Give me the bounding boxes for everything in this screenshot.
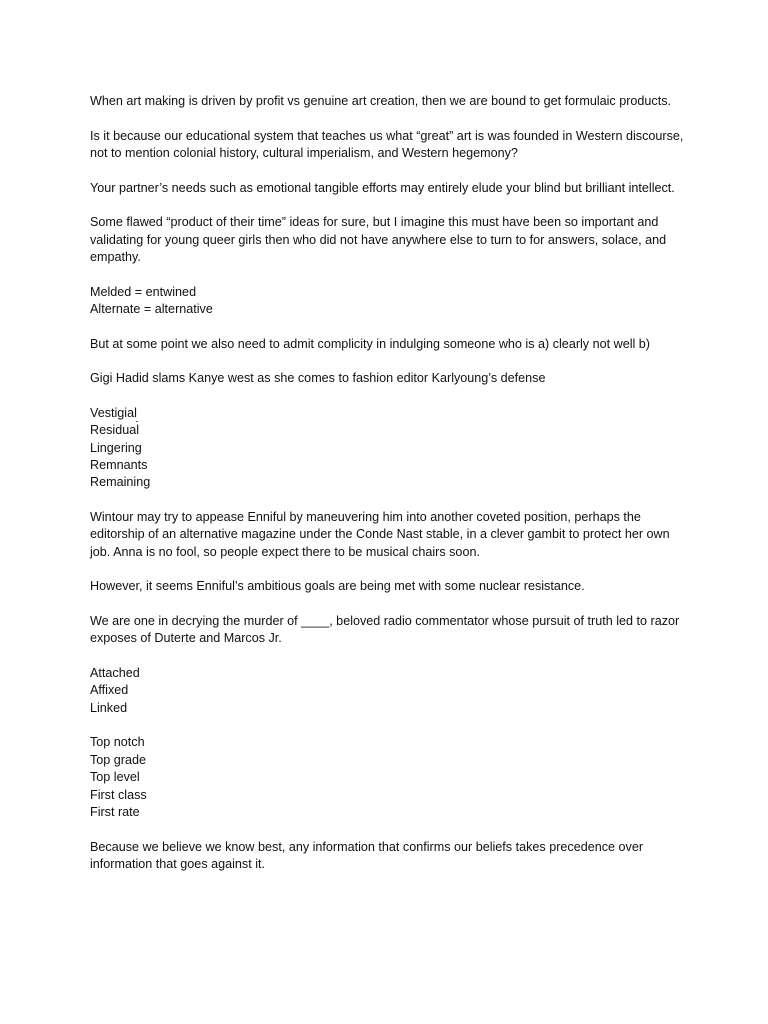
synonym-item: Lingering: [90, 440, 142, 455]
synonym-item: Top notch: [90, 735, 145, 750]
synonym-item: Attached: [90, 666, 140, 680]
synonym-item: Linked: [90, 700, 128, 715]
synonym-item: Residual: [90, 423, 140, 438]
paragraph-complicity: But at some point we also need to admit complicity in indulging someone who is a) clearly not well b): [90, 336, 651, 351]
paragraph-education: Is it because our educational system that teaches us what “great” art is was founded in Western discourse, not to mention colonial history, cultural imperialism, and Western hegemony?: [90, 128, 684, 160]
synonym-item: Remnants: [90, 458, 148, 472]
synonym-item: First class: [90, 787, 147, 802]
paragraph-murder: We are one in decrying the murder of ____, beloved radio commentator whose pursuit of truth led to razor exposes of Duterte and Marcos Jr.: [90, 614, 680, 646]
paragraph-partner: Your partner’s needs such as emotional tangible efforts may entirely elude your blind but brilliant intellect.: [90, 180, 675, 195]
paragraph-flawed-ideas: Some flawed “product of their time” ideas for sure, but I imagine this must have been so important and validating for young queer girls then who did not have anywhere else to turn to for answers, solace, and empathy.: [90, 215, 667, 264]
synonym-item: Vestigial: [90, 405, 137, 420]
paragraph-belief: Because we believe we know best, any information that confirms our beliefs takes precedence over information that goes against it.: [90, 839, 644, 872]
synonym-item: Remaining: [90, 475, 151, 490]
synonym-list-vestigial: [90, 405, 690, 492]
paragraph-enniful: However, it seems Enniful’s ambitious goals are being met with some nuclear resistance.: [90, 579, 585, 594]
synonym-list-attached: [90, 665, 690, 717]
paragraph-profit: When art making is driven by profit vs genuine art creation, then we are bound to get formulaic products.: [90, 94, 672, 108]
synonym-item: Affixed: [90, 683, 129, 698]
definition-melded: Melded = entwined: [90, 284, 197, 299]
paragraph-wintour: Wintour may try to appease Enniful by maneuvering him into another coveted position, perhaps the editorship of an alternative magazine under the Conde Nast stable, in a clever gambit to protect her own job. Anna is no fool, so people expect there to be musical chairs soon.: [90, 510, 670, 559]
synonym-list-top: [90, 734, 690, 821]
synonym-item: Top grade: [90, 752, 147, 767]
synonym-item: Top level: [90, 770, 140, 785]
definitions-list: [90, 284, 690, 319]
paragraph-headline: Gigi Hadid slams Kanye west as she comes to fashion editor Karlyoung’s defense: [90, 371, 546, 386]
synonym-item: First rate: [90, 805, 140, 820]
definition-alternate: Alternate = alternative: [90, 302, 213, 316]
stray-mark: [136, 421, 138, 422]
document-body: [90, 93, 690, 891]
